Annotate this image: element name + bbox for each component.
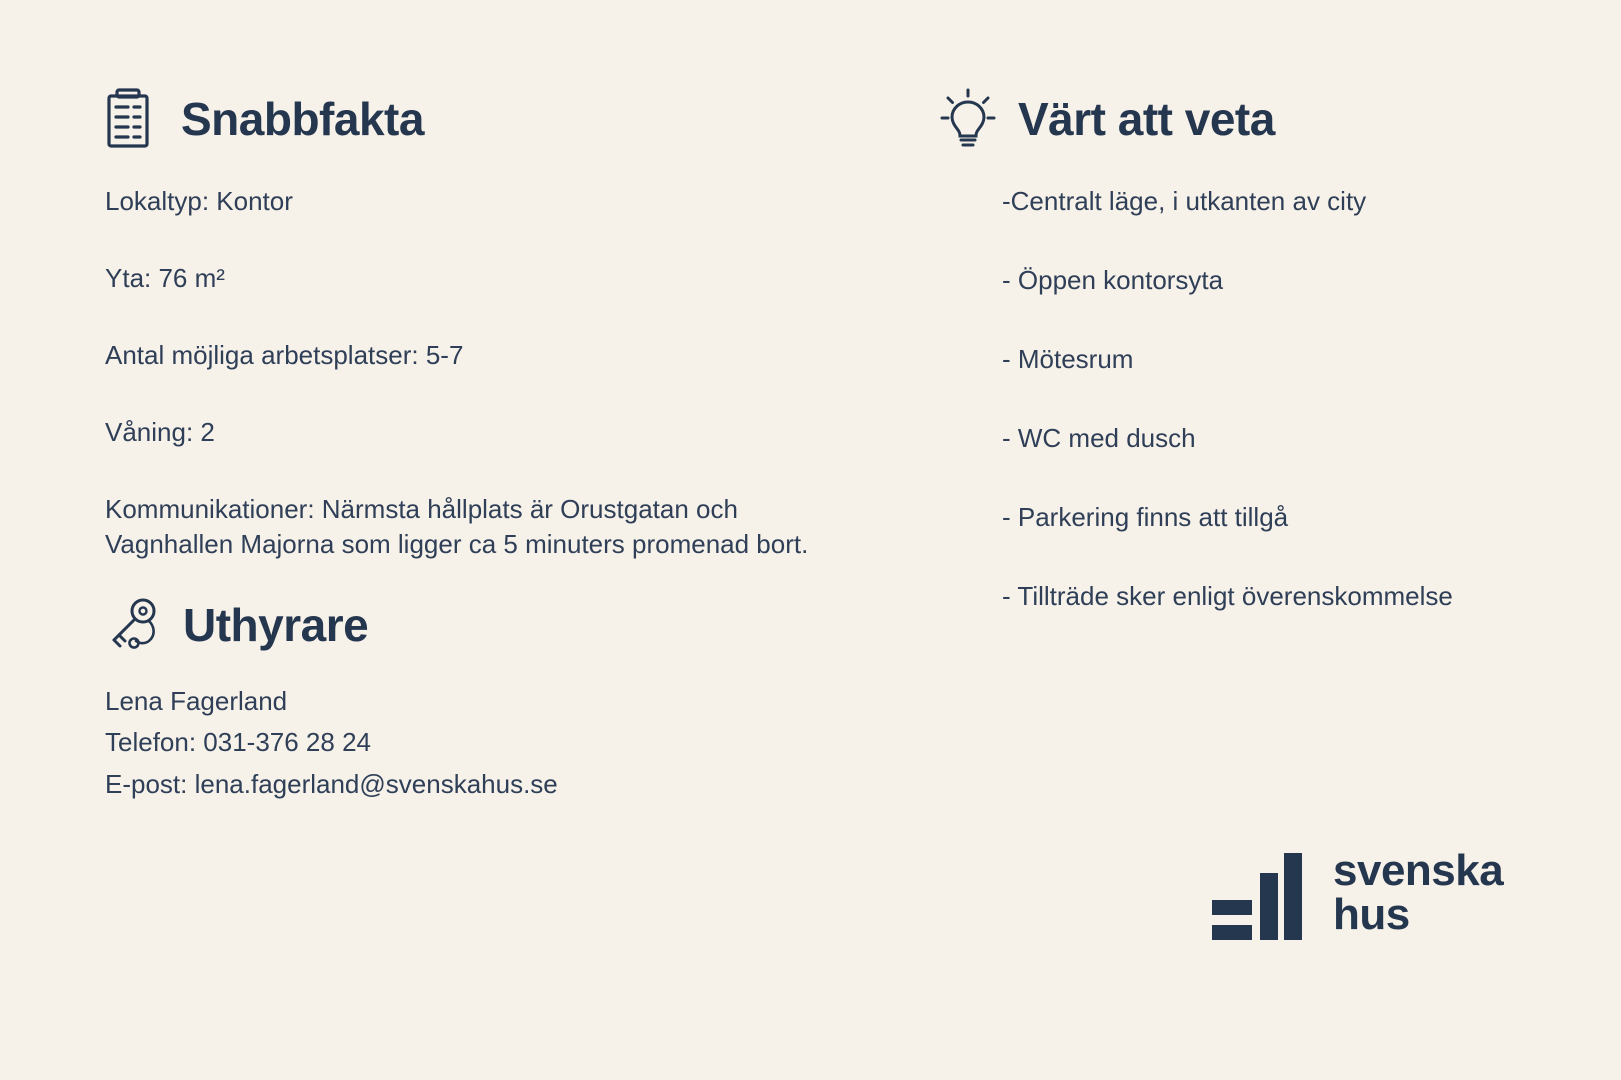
right-column bbox=[940, 88, 1500, 615]
contact-phone: Telefon: 031-376 28 24 bbox=[105, 727, 371, 758]
note-item: - Tillträde sker enligt överenskommelse bbox=[1002, 581, 1453, 612]
uthyrare-section bbox=[105, 597, 895, 804]
fact-item: Våning: 2 bbox=[105, 417, 215, 448]
snabbfakta-list bbox=[105, 184, 895, 563]
uthyrare-heading bbox=[105, 597, 895, 655]
uthyrare-title: Uthyrare bbox=[183, 599, 369, 652]
fact-item: Lokaltyp: Kontor bbox=[105, 186, 293, 216]
logo-line-2: hus bbox=[1333, 889, 1410, 939]
uthyrare-contact bbox=[105, 683, 895, 804]
logo-line-1: svenska bbox=[1333, 845, 1504, 895]
left-column bbox=[105, 88, 895, 808]
snabbfakta-title: Snabbfakta bbox=[181, 92, 424, 145]
logo-wordmark bbox=[1333, 845, 1504, 939]
contact-email: E-post: lena.fagerland@svenskahus.se bbox=[105, 768, 558, 799]
note-item: -Centralt läge, i utkanten av city bbox=[1002, 186, 1367, 216]
vart-att-veta-list bbox=[940, 184, 1500, 615]
fact-item: Antal möjliga arbetsplatser: 5-7 bbox=[105, 340, 464, 371]
note-item: - Öppen kontorsyta bbox=[1002, 265, 1224, 296]
lightbulb-icon bbox=[940, 88, 996, 150]
note-item: - Mötesrum bbox=[1002, 344, 1134, 375]
fact-item: Yta: 76 m² bbox=[105, 263, 225, 294]
fact-item: Kommunikationer: Närmsta hållplats är Orustgatan och Vagnhallen Majorna som ligger ca 5 minuters promenad bort. bbox=[105, 494, 809, 560]
snabbfakta-heading bbox=[105, 88, 895, 150]
building-icon bbox=[105, 88, 159, 150]
contact-name: Lena Fagerland bbox=[105, 685, 288, 716]
note-item: - WC med dusch bbox=[1002, 423, 1196, 454]
vart-att-veta-title: Värt att veta bbox=[1018, 92, 1275, 145]
keys-icon bbox=[105, 597, 161, 655]
svenska-hus-logo bbox=[1212, 845, 1503, 940]
vart-att-veta-heading bbox=[940, 88, 1500, 150]
logo-mark-icon bbox=[1212, 845, 1307, 940]
note-item: - Parkering finns att tillgå bbox=[1002, 502, 1289, 533]
